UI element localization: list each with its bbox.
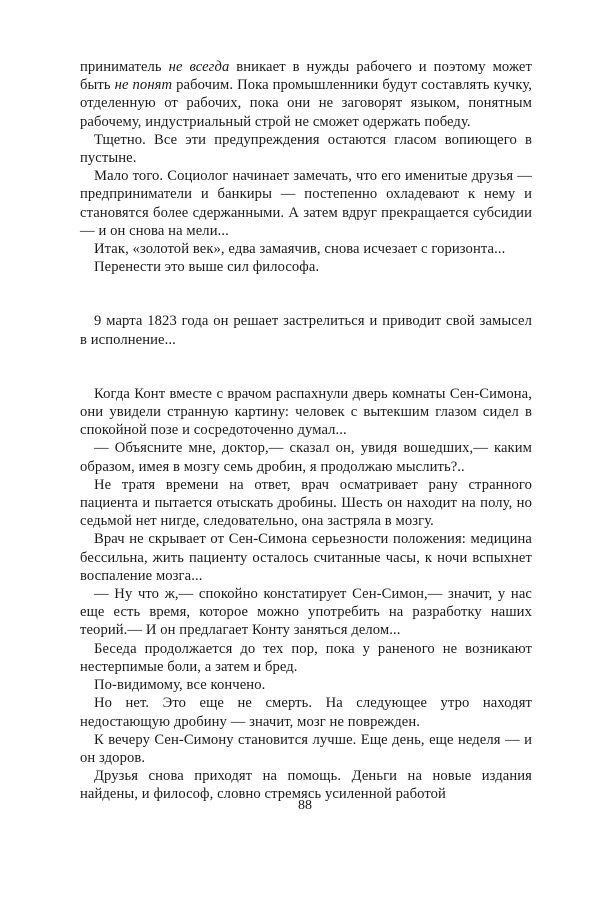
paragraph-2: Тщетно. Все эти предупреждения остаются гласом вопиющего в пустыне. [80, 131, 532, 167]
paragraph-10: Врач не скрывает от Сен-Симона серьезности положения: медицина бессильна, жить пациенту осталось считанные часы, к ночи вспыхнет воспаление мозга... [80, 531, 532, 584]
paragraph-16: Друзья снова приходят на помощь. Деньги на новые издания найдены, и философ, словно стремясь усиленной работой [80, 768, 532, 803]
paragraph-11: — Ну что ж,— спокойно констатирует Сен-Симон,— значит, у нас еще есть время, которое можно употребить на разработку наших теорий.— И он предлагает Конту заняться делом... [80, 586, 532, 639]
paragraph-4: Итак, «золотой век», едва замаячив, снова исчезает с горизонта... [94, 241, 506, 258]
emphasis-ne-vsegda: не всегда [168, 59, 230, 75]
paragraph-5: Перенести это выше сил философа. [94, 259, 320, 276]
paragraph-7: Когда Конт вместе с врачом распахнули дверь комнаты Сен-Симона, они увидели странную картину: человек с вытекшим глазом сидел в спокойной позе и сосредоточенно думал... [80, 385, 532, 439]
emphasis-ne-ponyat: не понят [114, 77, 173, 94]
paragraph-8: — Объясните мне, доктор,— сказал он, увидя вошедших,— каким образом, имея в мозгу семь дробин, я продолжаю мыслить?.. [80, 440, 532, 475]
paragraph-section-break: 9 марта 1823 года он решает застрелиться и приводит свой замысел в исполнение... [80, 313, 532, 348]
paragraph-9: Не тратя времени на ответ, врач осматривает рану странного пациента и пытается отыскать дробины. Шесть он находит на полу, но седьмой нет нигде, следовательно, она застряла в мозгу. [80, 476, 532, 530]
page-number: 88 [298, 798, 312, 813]
paragraph-1: приниматель не всегда вникает в нужды рабочего и поэтому может быть не понят рабочим. Пока промышленники будут составлять кучку, отделенную от рабочих, пока они не заговорят языком, понятным рабочему, индустриальный строй не сможет одержать победу. [80, 59, 533, 130]
paragraph-14: Но нет. Это еще не смерть. На следующее утро находят недостающую дробину — значит, мозг не поврежден. [80, 695, 532, 730]
paragraph-3: Мало того. Социолог начинает замечать, что его именитые друзья — предприниматели и банкиры — постепенно охладевают к нему и становятся более сдержанными. А затем вдруг прекращается субсидии — и он снова на мели... [80, 168, 532, 239]
paragraph-12: Беседа продолжается до тех пор, пока у раненого не возникают нестерпимые боли, а затем и бред. [80, 640, 532, 675]
page-text [80, 58, 532, 804]
paragraph-15: К вечеру Сен-Симону становится лучше. Еще день, еще неделя — и он здоров. [80, 731, 532, 766]
paragraph-13: По-видимому, все кончено. [94, 677, 266, 694]
